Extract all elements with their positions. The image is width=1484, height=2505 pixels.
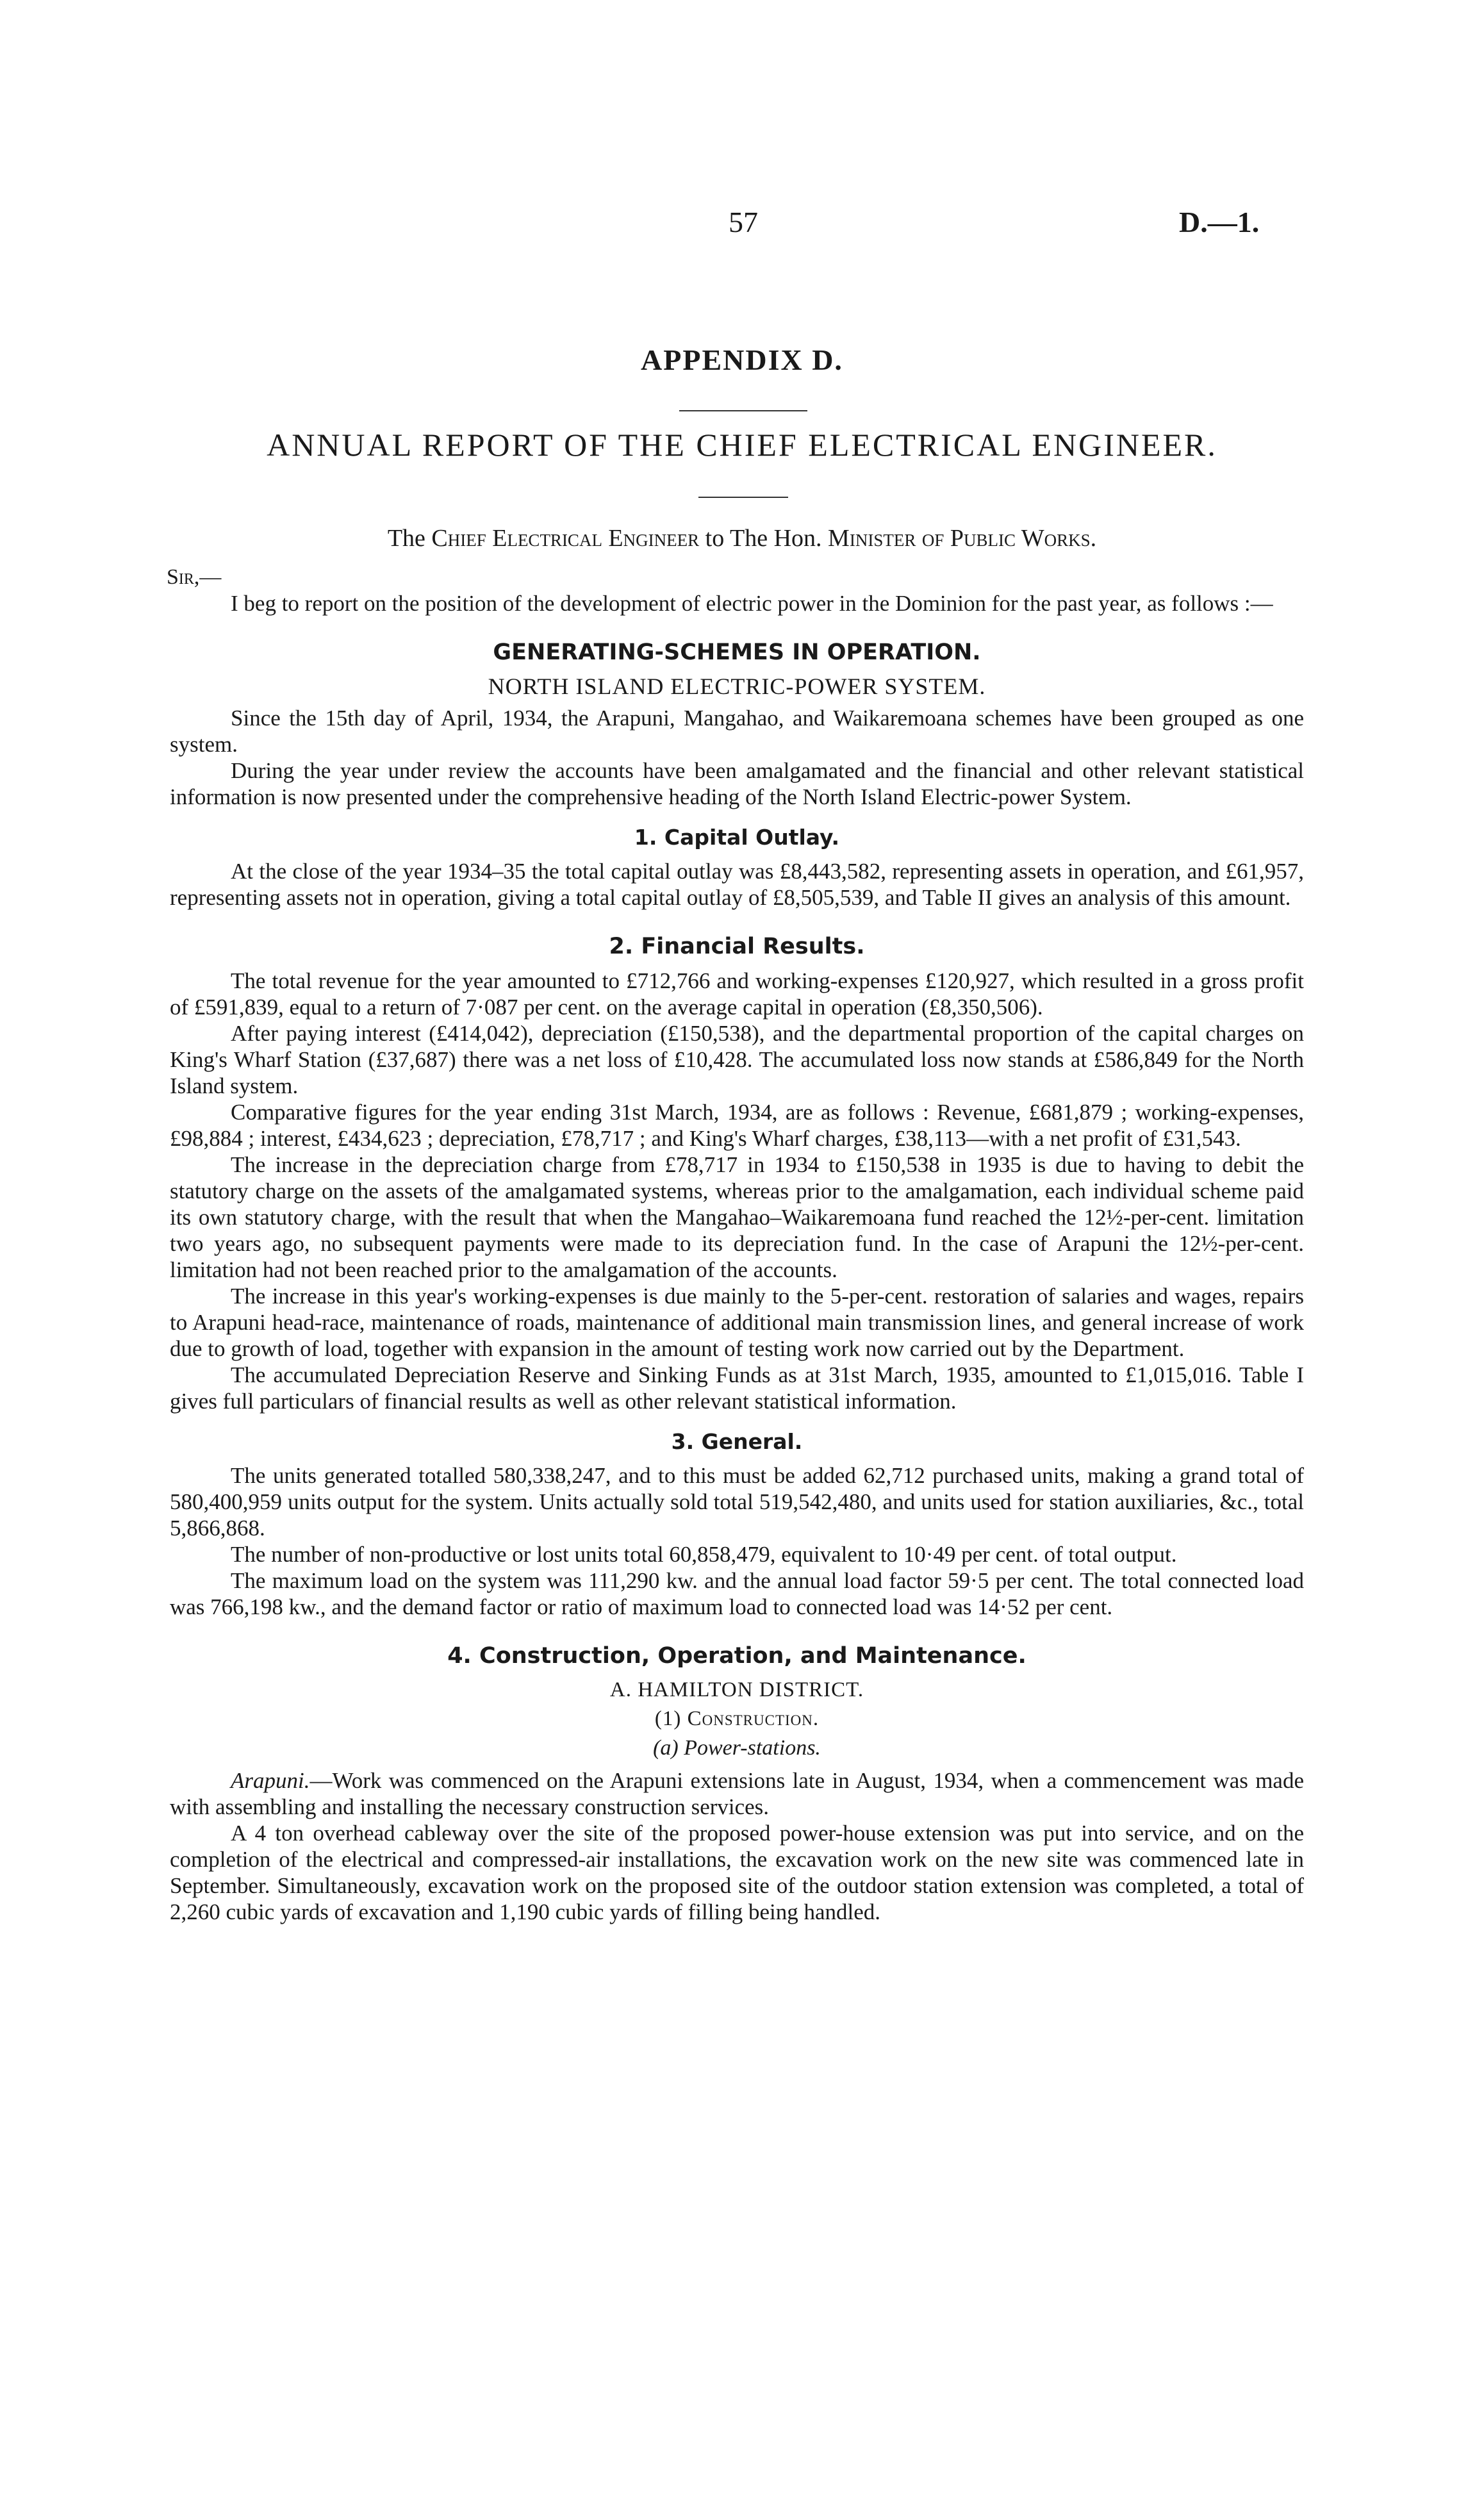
paragraph: Comparative figures for the year ending 31st March, 1934, are as follows : Revenue, £681,879 ; working-expenses, £98,884 ; interest, £434,623 ; depreciation, £78,717 ; and King's Wharf charges, £38,113—with a net profit of £31,543. [170, 1100, 1304, 1151]
section-subheading: NORTH ISLAND ELECTRIC-POWER SYSTEM. [488, 674, 986, 699]
section-heading-main: GENERATING-SCHEMES IN OPERATION. [493, 640, 981, 665]
paragraph: The increase in the depreciation charge from £78,717 in 1934 to £150,538 in 1935 is due to having to debit the statutory charge on the assets of the amalgamated systems, whereas prior to the amalgamation, each individual scheme paid its own statutory charge, with the result that when the Mangahao–Waikaremoana fund reached the 12½-per-cent. limitation two years ago, no subsequent payments were made to its depreciation fund. In the case of Arapuni the 12½-per-cent. limitation had not been reached prior to the amalgamation of the accounts. [170, 1152, 1304, 1282]
power-stations-subheading: (a) Power-stations. [653, 1736, 821, 1760]
page-number: 57 [729, 206, 758, 238]
paragraph: The increase in this year's working-expenses is due mainly to the 5-per-cent. restoration of salaries and wages, repairs to Arapuni head-race, maintenance of roads, maintenance of additional main transmission lines, and general increase of work due to growth of load, together with expansion in the amount of testing work now carried out by the Department. [170, 1284, 1304, 1361]
report-title: ANNUAL REPORT OF THE CHIEF ELECTRICAL ENGINEER. [267, 427, 1217, 463]
addressee-to: to The Hon. [705, 525, 822, 552]
addressee-line [0, 524, 1484, 552]
heading-financial-results: 2. Financial Results. [609, 934, 865, 959]
construction-number: (1) [654, 1707, 682, 1730]
addressee-recipient: Minister of Public Works. [828, 525, 1097, 552]
addressee-sender: Chief Electrical Engineer [431, 525, 700, 552]
title-divider-bottom [698, 497, 788, 498]
intro-paragraph: I beg to report on the position of the development of electric power in the Dominion for the past year, as follows :— [231, 591, 1273, 616]
document-reference: D.—1. [1179, 206, 1260, 238]
paragraph: At the close of the year 1934–35 the total capital outlay was £8,443,582, representing assets in operation, and £61,957, representing assets not in operation, giving a total capital outlay of £8,505,539, and Table II gives an analysis of this amount. [170, 859, 1304, 910]
paragraph: A 4 ton overhead cableway over the site of the proposed power-house extension was put into service, and on the completion of the electrical and compressed-air installations, the excavation work on the new site was commenced late in September. Simultaneously, excavation work on the proposed site of the outdoor station extension was completed, a total of 2,260 cubic yards of excavation and 1,190 cubic yards of filling being handled. [170, 1821, 1304, 1924]
arapuni-paragraph [170, 1767, 1304, 1820]
construction-subheading [170, 1706, 1304, 1732]
paragraph: The accumulated Depreciation Reserve and Sinking Funds as at 31st March, 1935, amounted to £1,015,016. Table I gives full particulars of financial results as well as other relevant statistical information. [170, 1362, 1304, 1414]
construction-label: Construction. [687, 1707, 820, 1730]
arapuni-text: —Work was commenced on the Arapuni extensions late in August, 1934, when a commencement was made with assembling and installing the necessary construction services. [170, 1768, 1304, 1819]
district-heading: A. HAMILTON DISTRICT. [609, 1678, 864, 1701]
addressee-the: The [387, 525, 425, 552]
report-body [167, 564, 1304, 1925]
paragraph: After paying interest (£414,042), depreciation (£150,538), and the departmental proportion of the capital charges on King's Wharf Station (£37,687) there was a net loss of £10,428. The accumulated loss now stands at £586,849 for the North Island system. [170, 1021, 1304, 1098]
paragraph: The number of non-productive or lost units total 60,858,479, equivalent to 10·49 per cent. of total output. [231, 1542, 1177, 1567]
salutation: Sir,— [167, 565, 222, 589]
paragraph: The units generated totalled 580,338,247, and to this must be added 62,712 purchased units, making a grand total of 580,400,959 units output for the system. Units actually sold total 519,542,480, and units used for station auxiliaries, &c., total 5,866,868. [170, 1463, 1304, 1541]
paragraph: The maximum load on the system was 111,290 kw. and the annual load factor 59·5 per cent. The total connected load was 766,198 kw., and the demand factor or ratio of maximum load to connected load was 14·52 per cent. [170, 1568, 1304, 1619]
appendix-title: APPENDIX D. [641, 343, 843, 376]
paragraph: During the year under review the accounts have been amalgamated and the financial and other relevant statistical information is now presented under the comprehensive heading of the North Island Electric-power System. [170, 758, 1304, 809]
heading-construction: 4. Construction, Operation, and Maintenance. [447, 1643, 1026, 1669]
title-divider-top [679, 410, 807, 411]
paragraph: Since the 15th day of April, 1934, the Arapuni, Mangahao, and Waikaremoana schemes have been grouped as one system. [170, 706, 1304, 757]
paragraph: The total revenue for the year amounted to £712,766 and working-expenses £120,927, which resulted in a gross profit of £591,839, equal to a return of 7·087 per cent. on the average capital in operation (£8,350,506). [170, 968, 1304, 1020]
heading-general: 3. General. [671, 1429, 803, 1454]
arapuni-label: Arapuni. [231, 1768, 310, 1793]
heading-capital-outlay: 1. Capital Outlay. [634, 825, 840, 850]
